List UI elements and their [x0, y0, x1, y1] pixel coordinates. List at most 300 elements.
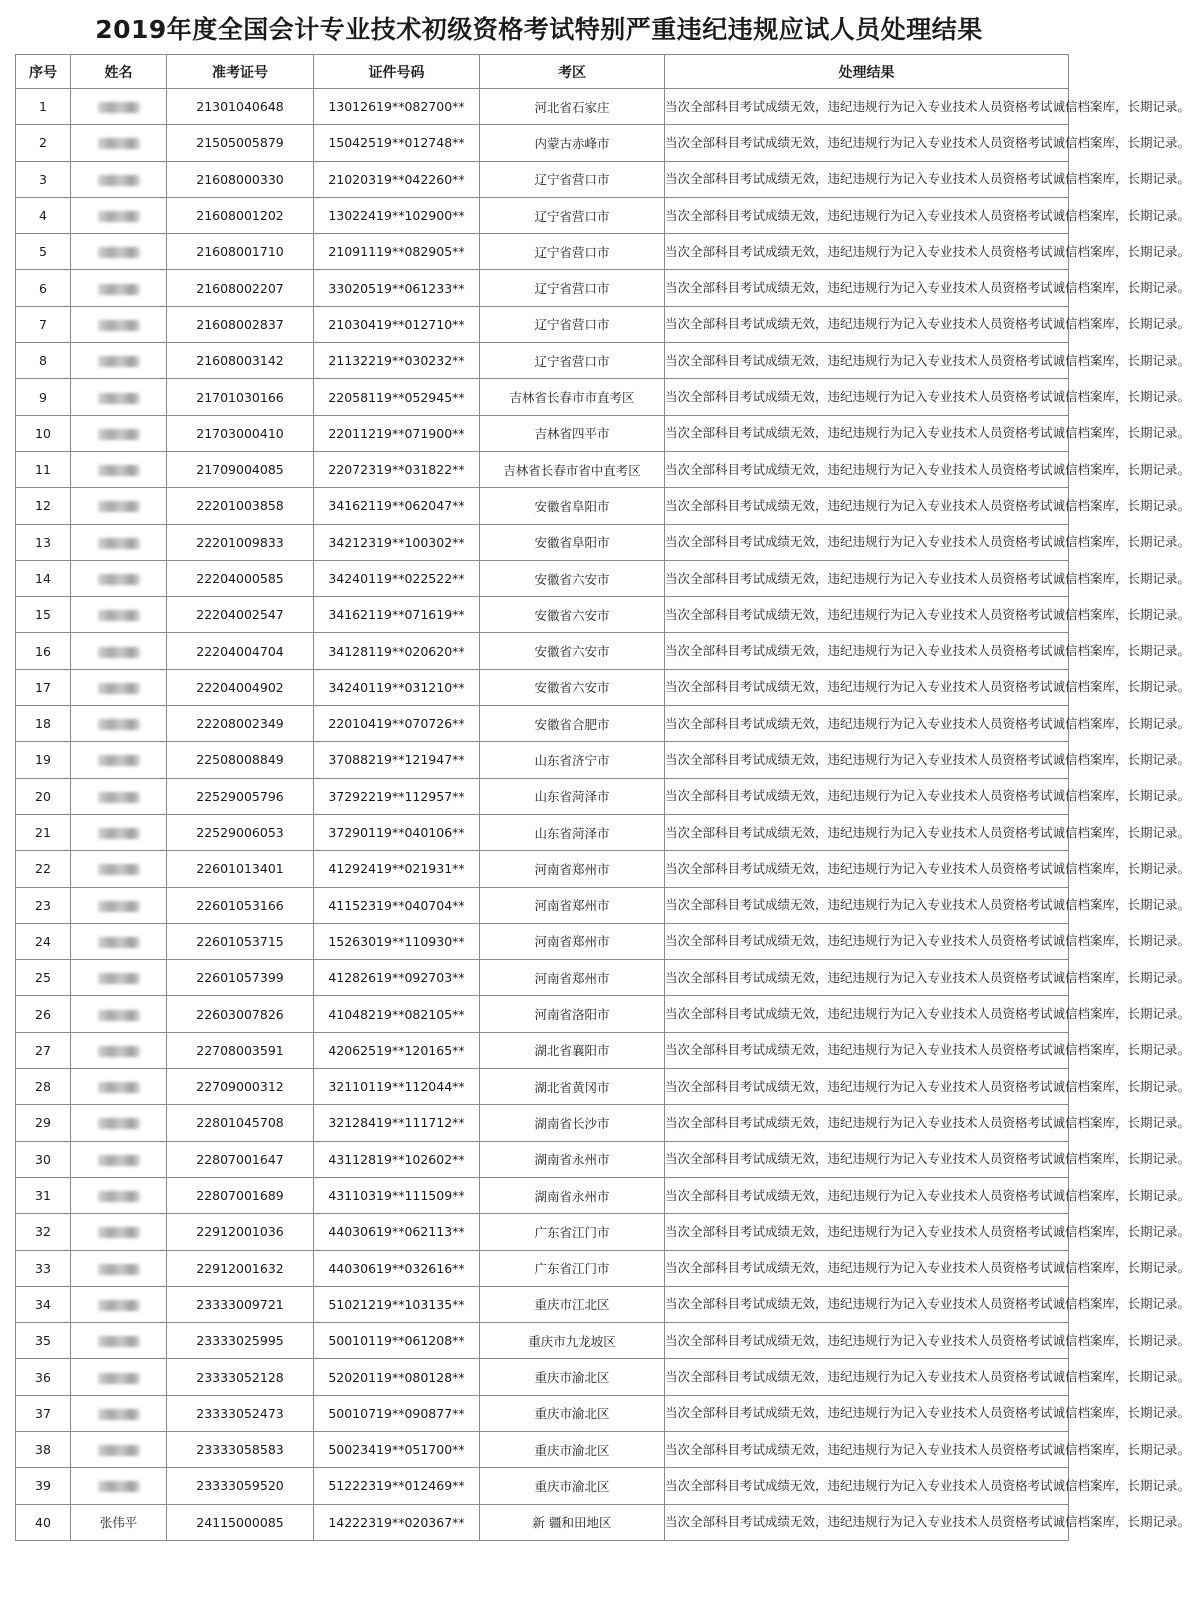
row-index: 3 [16, 161, 71, 197]
row-result: 当次全部科目考试成绩无效，违纪违规行为记入专业技术人员资格考试诚信档案库，长期记录。 [665, 379, 1069, 415]
table-row [16, 996, 1069, 1032]
row-id-number: 34162119**062047** [314, 488, 480, 524]
row-index: 39 [16, 1468, 71, 1504]
row-exam-number: 22601013401 [167, 851, 314, 887]
redacted-name [98, 211, 140, 222]
row-id-number: 34212319**100302** [314, 524, 480, 560]
redacted-name [98, 102, 140, 113]
row-exam-region: 重庆市渝北区 [480, 1395, 665, 1431]
row-exam-number: 22529005796 [167, 778, 314, 814]
redacted-name [98, 683, 140, 694]
row-exam-number: 21608001202 [167, 197, 314, 233]
row-id-number: 41282619**092703** [314, 960, 480, 996]
header-exam-number: 准考证号 [167, 55, 314, 89]
row-index: 30 [16, 1141, 71, 1177]
redacted-name [98, 1227, 140, 1238]
row-name-cell [71, 1504, 167, 1540]
row-exam-number: 23333052473 [167, 1395, 314, 1431]
row-exam-number: 22601053715 [167, 923, 314, 959]
row-id-number: 22010419**070726** [314, 706, 480, 742]
row-name-cell [71, 451, 167, 487]
row-id-number: 22011219**071900** [314, 415, 480, 451]
row-result: 当次全部科目考试成绩无效，违纪违规行为记入专业技术人员资格考试诚信档案库，长期记录。 [665, 415, 1069, 451]
row-exam-region: 湖北省襄阳市 [480, 1032, 665, 1068]
row-exam-region: 辽宁省营口市 [480, 234, 665, 270]
row-name-cell [71, 270, 167, 306]
table-row [16, 1105, 1069, 1141]
redacted-name [98, 719, 140, 730]
row-result: 当次全部科目考试成绩无效，违纪违规行为记入专业技术人员资格考试诚信档案库，长期记录。 [665, 960, 1069, 996]
row-result: 当次全部科目考试成绩无效，违纪违规行为记入专业技术人员资格考试诚信档案库，长期记录。 [665, 1214, 1069, 1250]
table-row [16, 161, 1069, 197]
table-row [16, 742, 1069, 778]
row-exam-region: 辽宁省营口市 [480, 197, 665, 233]
row-id-number: 52020119**080128** [314, 1359, 480, 1395]
row-exam-number: 21701030166 [167, 379, 314, 415]
row-name-cell [71, 814, 167, 850]
row-index: 24 [16, 923, 71, 959]
row-exam-number: 21608002837 [167, 306, 314, 342]
row-exam-number: 24115000085 [167, 1504, 314, 1540]
row-exam-number: 22601057399 [167, 960, 314, 996]
row-result: 当次全部科目考试成绩无效，违纪违规行为记入专业技术人员资格考试诚信档案库，长期记录。 [665, 1359, 1069, 1395]
table-row [16, 1431, 1069, 1467]
row-name-cell [71, 1323, 167, 1359]
row-result: 当次全部科目考试成绩无效，违纪违规行为记入专业技术人员资格考试诚信档案库，长期记录。 [665, 270, 1069, 306]
row-exam-number: 22204000585 [167, 560, 314, 596]
table-row [16, 197, 1069, 233]
row-result: 当次全部科目考试成绩无效，违纪违规行为记入专业技术人员资格考试诚信档案库，长期记录。 [665, 742, 1069, 778]
table-row [16, 1250, 1069, 1286]
row-name-cell [71, 996, 167, 1032]
row-result: 当次全部科目考试成绩无效，违纪违规行为记入专业技术人员资格考试诚信档案库，长期记录。 [665, 996, 1069, 1032]
redacted-name [98, 538, 140, 549]
table-row [16, 125, 1069, 161]
row-exam-number: 21505005879 [167, 125, 314, 161]
row-id-number: 44030619**032616** [314, 1250, 480, 1286]
row-name-cell [71, 1105, 167, 1141]
row-exam-number: 22603007826 [167, 996, 314, 1032]
table-row [16, 306, 1069, 342]
row-exam-region: 湖南省永州市 [480, 1177, 665, 1213]
row-name-cell [71, 524, 167, 560]
row-exam-number: 21703000410 [167, 415, 314, 451]
row-exam-region: 吉林省长春市省中直考区 [480, 451, 665, 487]
row-name-cell [71, 1141, 167, 1177]
redacted-name [98, 1191, 140, 1202]
row-result: 当次全部科目考试成绩无效，违纪违规行为记入专业技术人员资格考试诚信档案库，长期记录。 [665, 197, 1069, 233]
row-exam-number: 22204004902 [167, 669, 314, 705]
redacted-name [98, 429, 140, 440]
table-row [16, 851, 1069, 887]
row-result: 当次全部科目考试成绩无效，违纪违规行为记入专业技术人员资格考试诚信档案库，长期记录。 [665, 1504, 1069, 1540]
row-id-number: 50023419**051700** [314, 1431, 480, 1467]
redacted-name [98, 356, 140, 367]
row-exam-region: 安徽省合肥市 [480, 706, 665, 742]
row-name-cell [71, 1069, 167, 1105]
redacted-name [98, 792, 140, 803]
row-exam-number: 22801045708 [167, 1105, 314, 1141]
row-index: 26 [16, 996, 71, 1032]
row-exam-number: 23333059520 [167, 1468, 314, 1504]
row-exam-region: 安徽省六安市 [480, 597, 665, 633]
row-name-cell [71, 125, 167, 161]
row-index: 14 [16, 560, 71, 596]
row-index: 28 [16, 1069, 71, 1105]
table-row [16, 1395, 1069, 1431]
redacted-name [98, 901, 140, 912]
row-index: 4 [16, 197, 71, 233]
redacted-name [98, 1264, 140, 1275]
row-result: 当次全部科目考试成绩无效，违纪违规行为记入专业技术人员资格考试诚信档案库，长期记录。 [665, 778, 1069, 814]
row-exam-region: 河北省石家庄 [480, 89, 665, 125]
row-index: 33 [16, 1250, 71, 1286]
row-name-cell [71, 706, 167, 742]
row-name-cell [71, 343, 167, 379]
row-result: 当次全部科目考试成绩无效，违纪违规行为记入专业技术人员资格考试诚信档案库，长期记录。 [665, 633, 1069, 669]
row-name-cell [71, 379, 167, 415]
row-index: 37 [16, 1395, 71, 1431]
row-name-cell [71, 1395, 167, 1431]
row-exam-region: 安徽省六安市 [480, 633, 665, 669]
row-result: 当次全部科目考试成绩无效，违纪违规行为记入专业技术人员资格考试诚信档案库，长期记录。 [665, 1323, 1069, 1359]
row-exam-region: 安徽省阜阳市 [480, 488, 665, 524]
row-id-number: 34240119**022522** [314, 560, 480, 596]
row-index: 34 [16, 1286, 71, 1322]
row-exam-region: 山东省菏泽市 [480, 814, 665, 850]
redacted-name [98, 973, 140, 984]
row-exam-number: 22204004704 [167, 633, 314, 669]
row-result: 当次全部科目考试成绩无效，违纪违规行为记入专业技术人员资格考试诚信档案库，长期记录。 [665, 1250, 1069, 1286]
row-result: 当次全部科目考试成绩无效，违纪违规行为记入专业技术人员资格考试诚信档案库，长期记录。 [665, 161, 1069, 197]
row-index: 12 [16, 488, 71, 524]
row-index: 18 [16, 706, 71, 742]
row-id-number: 15263019**110930** [314, 923, 480, 959]
row-name-cell [71, 1214, 167, 1250]
row-exam-number: 22708003591 [167, 1032, 314, 1068]
row-index: 40 [16, 1504, 71, 1540]
row-result: 当次全部科目考试成绩无效，违纪违规行为记入专业技术人员资格考试诚信档案库，长期记录。 [665, 1105, 1069, 1141]
row-id-number: 22058119**052945** [314, 379, 480, 415]
row-index: 20 [16, 778, 71, 814]
row-result: 当次全部科目考试成绩无效，违纪违规行为记入专业技术人员资格考试诚信档案库，长期记录。 [665, 1286, 1069, 1322]
row-exam-region: 安徽省六安市 [480, 560, 665, 596]
redacted-name [98, 284, 140, 295]
row-index: 29 [16, 1105, 71, 1141]
row-result: 当次全部科目考试成绩无效，违纪违规行为记入专业技术人员资格考试诚信档案库，长期记录。 [665, 234, 1069, 270]
row-name-cell [71, 1431, 167, 1467]
row-id-number: 33020519**061233** [314, 270, 480, 306]
redacted-name [98, 828, 140, 839]
redacted-name [98, 1155, 140, 1166]
row-index: 15 [16, 597, 71, 633]
row-id-number: 44030619**062113** [314, 1214, 480, 1250]
redacted-name [98, 175, 140, 186]
row-exam-region: 重庆市渝北区 [480, 1431, 665, 1467]
row-exam-region: 湖南省永州市 [480, 1141, 665, 1177]
row-name-cell [71, 1032, 167, 1068]
row-index: 22 [16, 851, 71, 887]
row-id-number: 32110119**112044** [314, 1069, 480, 1105]
table-row [16, 778, 1069, 814]
row-exam-region: 安徽省阜阳市 [480, 524, 665, 560]
row-result: 当次全部科目考试成绩无效，违纪违规行为记入专业技术人员资格考试诚信档案库，长期记录。 [665, 814, 1069, 850]
row-exam-number: 21608002207 [167, 270, 314, 306]
row-index: 27 [16, 1032, 71, 1068]
row-exam-region: 湖南省长沙市 [480, 1105, 665, 1141]
row-index: 23 [16, 887, 71, 923]
row-name-cell [71, 306, 167, 342]
row-index: 13 [16, 524, 71, 560]
row-id-number: 15042519**012748** [314, 125, 480, 161]
row-name-cell [71, 887, 167, 923]
row-name-cell [71, 923, 167, 959]
row-id-number: 51021219**103135** [314, 1286, 480, 1322]
table-row [16, 89, 1069, 125]
redacted-name [98, 247, 140, 258]
header-result: 处理结果 [665, 55, 1069, 89]
row-result: 当次全部科目考试成绩无效，违纪违规行为记入专业技术人员资格考试诚信档案库，长期记录。 [665, 89, 1069, 125]
table-row [16, 633, 1069, 669]
row-exam-number: 21709004085 [167, 451, 314, 487]
row-index: 17 [16, 669, 71, 705]
row-name-cell [71, 488, 167, 524]
row-exam-region: 山东省菏泽市 [480, 778, 665, 814]
row-exam-number: 22912001632 [167, 1250, 314, 1286]
row-exam-number: 23333009721 [167, 1286, 314, 1322]
row-name-cell [71, 633, 167, 669]
redacted-name [98, 610, 140, 621]
row-id-number: 13012619**082700** [314, 89, 480, 125]
row-result: 当次全部科目考试成绩无效，违纪违规行为记入专业技术人员资格考试诚信档案库，长期记录。 [665, 343, 1069, 379]
row-exam-region: 河南省洛阳市 [480, 996, 665, 1032]
row-index: 31 [16, 1177, 71, 1213]
row-index: 7 [16, 306, 71, 342]
header-exam-region: 考区 [480, 55, 665, 89]
row-id-number: 41048219**082105** [314, 996, 480, 1032]
redacted-name [98, 1118, 140, 1129]
table-row [16, 379, 1069, 415]
row-id-number: 14222319**020367** [314, 1504, 480, 1540]
row-result: 当次全部科目考试成绩无效，违纪违规行为记入专业技术人员资格考试诚信档案库，长期记录。 [665, 597, 1069, 633]
row-id-number: 41152319**040704** [314, 887, 480, 923]
row-index: 5 [16, 234, 71, 270]
row-result: 当次全部科目考试成绩无效，违纪违规行为记入专业技术人员资格考试诚信档案库，长期记录。 [665, 451, 1069, 487]
row-result: 当次全部科目考试成绩无效，违纪违规行为记入专业技术人员资格考试诚信档案库，长期记录。 [665, 1431, 1069, 1467]
row-exam-number: 22508008849 [167, 742, 314, 778]
redacted-name [98, 755, 140, 766]
row-index: 2 [16, 125, 71, 161]
row-result: 当次全部科目考试成绩无效，违纪违规行为记入专业技术人员资格考试诚信档案库，长期记录。 [665, 1032, 1069, 1068]
row-exam-region: 新 疆和田地区 [480, 1504, 665, 1540]
row-name-cell [71, 851, 167, 887]
row-exam-number: 22807001647 [167, 1141, 314, 1177]
redacted-name [98, 864, 140, 875]
table-row [16, 234, 1069, 270]
row-exam-number: 22201003858 [167, 488, 314, 524]
row-name-cell [71, 778, 167, 814]
row-exam-number: 21608000330 [167, 161, 314, 197]
row-index: 19 [16, 742, 71, 778]
table-row [16, 960, 1069, 996]
row-name-cell [71, 597, 167, 633]
row-exam-region: 河南省郑州市 [480, 851, 665, 887]
row-exam-region: 广东省江门市 [480, 1214, 665, 1250]
row-id-number: 37292219**112957** [314, 778, 480, 814]
table-row [16, 451, 1069, 487]
table-row [16, 1214, 1069, 1250]
row-index: 6 [16, 270, 71, 306]
row-name-cell [71, 742, 167, 778]
table-row [16, 560, 1069, 596]
row-name-cell [71, 960, 167, 996]
row-name-cell [71, 415, 167, 451]
row-exam-number: 22709000312 [167, 1069, 314, 1105]
row-exam-region: 河南省郑州市 [480, 923, 665, 959]
row-exam-region: 内蒙古赤峰市 [480, 125, 665, 161]
document-title: 2019年度全国会计专业技术初级资格考试特别严重违纪违规应试人员处理结果 [95, 15, 983, 44]
row-name-cell [71, 1468, 167, 1504]
row-index: 8 [16, 343, 71, 379]
table-header-row [16, 55, 1069, 89]
row-result: 当次全部科目考试成绩无效，违纪违规行为记入专业技术人员资格考试诚信档案库，长期记录。 [665, 125, 1069, 161]
row-id-number: 37088219**121947** [314, 742, 480, 778]
row-exam-region: 重庆市渝北区 [480, 1359, 665, 1395]
row-exam-number: 21608003142 [167, 343, 314, 379]
row-exam-region: 山东省济宁市 [480, 742, 665, 778]
row-exam-region: 重庆市渝北区 [480, 1468, 665, 1504]
row-id-number: 21091119**082905** [314, 234, 480, 270]
row-id-number: 13022419**102900** [314, 197, 480, 233]
redacted-name [98, 501, 140, 512]
row-name-cell [71, 1286, 167, 1322]
redacted-name [98, 1010, 140, 1021]
table-row [16, 1177, 1069, 1213]
row-result: 当次全部科目考试成绩无效，违纪违规行为记入专业技术人员资格考试诚信档案库，长期记录。 [665, 1069, 1069, 1105]
row-id-number: 50010719**090877** [314, 1395, 480, 1431]
row-index: 1 [16, 89, 71, 125]
row-exam-number: 23333058583 [167, 1431, 314, 1467]
table-row [16, 814, 1069, 850]
row-result: 当次全部科目考试成绩无效，违纪违规行为记入专业技术人员资格考试诚信档案库，长期记录。 [665, 1141, 1069, 1177]
row-result: 当次全部科目考试成绩无效，违纪违规行为记入专业技术人员资格考试诚信档案库，长期记录。 [665, 524, 1069, 560]
row-name-cell [71, 560, 167, 596]
table-row [16, 1286, 1069, 1322]
row-exam-number: 22912001036 [167, 1214, 314, 1250]
row-exam-number: 23333025995 [167, 1323, 314, 1359]
row-exam-number: 23333052128 [167, 1359, 314, 1395]
row-name-cell [71, 234, 167, 270]
row-result: 当次全部科目考试成绩无效，违纪违规行为记入专业技术人员资格考试诚信档案库，长期记录。 [665, 560, 1069, 596]
row-index: 16 [16, 633, 71, 669]
redacted-name [98, 574, 140, 585]
table-row [16, 887, 1069, 923]
row-exam-region: 安徽省六安市 [480, 669, 665, 705]
row-exam-number: 22201009833 [167, 524, 314, 560]
table-row [16, 524, 1069, 560]
row-exam-region: 河南省郑州市 [480, 960, 665, 996]
row-result: 当次全部科目考试成绩无效，违纪违规行为记入专业技术人员资格考试诚信档案库，长期记录。 [665, 488, 1069, 524]
results-table [15, 54, 1190, 1541]
row-result: 当次全部科目考试成绩无效，违纪违规行为记入专业技术人员资格考试诚信档案库，长期记录。 [665, 1468, 1069, 1504]
row-name-cell [71, 1250, 167, 1286]
row-exam-region: 河南省郑州市 [480, 887, 665, 923]
row-exam-region: 吉林省四平市 [480, 415, 665, 451]
table-row [16, 706, 1069, 742]
row-exam-region: 湖北省黄冈市 [480, 1069, 665, 1105]
header-name: 姓名 [71, 55, 167, 89]
redacted-name [98, 320, 140, 331]
redacted-name [98, 1409, 140, 1420]
header-id-number: 证件号码 [314, 55, 480, 89]
row-id-number: 41292419**021931** [314, 851, 480, 887]
redacted-name [98, 1082, 140, 1093]
row-result: 当次全部科目考试成绩无效，违纪违规行为记入专业技术人员资格考试诚信档案库，长期记录。 [665, 1395, 1069, 1431]
row-result: 当次全部科目考试成绩无效，违纪违规行为记入专业技术人员资格考试诚信档案库，长期记录。 [665, 306, 1069, 342]
row-id-number: 21132219**030232** [314, 343, 480, 379]
redacted-name [98, 1445, 140, 1456]
redacted-name [98, 1300, 140, 1311]
row-exam-region: 辽宁省营口市 [480, 161, 665, 197]
table-row [16, 1141, 1069, 1177]
table-row [16, 597, 1069, 633]
table-row [16, 1323, 1069, 1359]
header-index: 序号 [16, 55, 71, 89]
table-row [16, 923, 1069, 959]
redacted-name [98, 1373, 140, 1384]
row-index: 35 [16, 1323, 71, 1359]
row-result: 当次全部科目考试成绩无效，违纪违规行为记入专业技术人员资格考试诚信档案库，长期记录。 [665, 1177, 1069, 1213]
row-result: 当次全部科目考试成绩无效，违纪违规行为记入专业技术人员资格考试诚信档案库，长期记录。 [665, 851, 1069, 887]
row-index: 21 [16, 814, 71, 850]
row-result: 当次全部科目考试成绩无效，违纪违规行为记入专业技术人员资格考试诚信档案库，长期记录。 [665, 923, 1069, 959]
row-name-cell [71, 161, 167, 197]
row-index: 36 [16, 1359, 71, 1395]
row-exam-number: 22807001689 [167, 1177, 314, 1213]
row-exam-region: 重庆市九龙坡区 [480, 1323, 665, 1359]
row-exam-number: 22529006053 [167, 814, 314, 850]
table-row [16, 270, 1069, 306]
table-row [16, 1069, 1069, 1105]
redacted-name [98, 647, 140, 658]
row-exam-number: 21301040648 [167, 89, 314, 125]
row-id-number: 32128419**111712** [314, 1105, 480, 1141]
row-exam-region: 吉林省长春市市直考区 [480, 379, 665, 415]
row-id-number: 34162119**071619** [314, 597, 480, 633]
row-id-number: 43110319**111509** [314, 1177, 480, 1213]
row-index: 10 [16, 415, 71, 451]
row-id-number: 37290119**040106** [314, 814, 480, 850]
row-id-number: 34128119**020620** [314, 633, 480, 669]
row-result: 当次全部科目考试成绩无效，违纪违规行为记入专业技术人员资格考试诚信档案库，长期记录。 [665, 669, 1069, 705]
table-body [16, 89, 1190, 1541]
row-id-number: 51222319**012469** [314, 1468, 480, 1504]
row-id-number: 50010119**061208** [314, 1323, 480, 1359]
row-exam-number: 22601053166 [167, 887, 314, 923]
redacted-name [98, 465, 140, 476]
row-result: 当次全部科目考试成绩无效，违纪违规行为记入专业技术人员资格考试诚信档案库，长期记录。 [665, 706, 1069, 742]
table-row [16, 415, 1069, 451]
row-exam-region: 重庆市江北区 [480, 1286, 665, 1322]
row-id-number: 42062519**120165** [314, 1032, 480, 1068]
redacted-name [98, 393, 140, 404]
row-id-number: 21020319**042260** [314, 161, 480, 197]
row-name-cell [71, 197, 167, 233]
redacted-name [98, 138, 140, 149]
table-row [16, 669, 1069, 705]
row-exam-number: 21608001710 [167, 234, 314, 270]
row-name: 张伟平 [99, 1515, 138, 1531]
